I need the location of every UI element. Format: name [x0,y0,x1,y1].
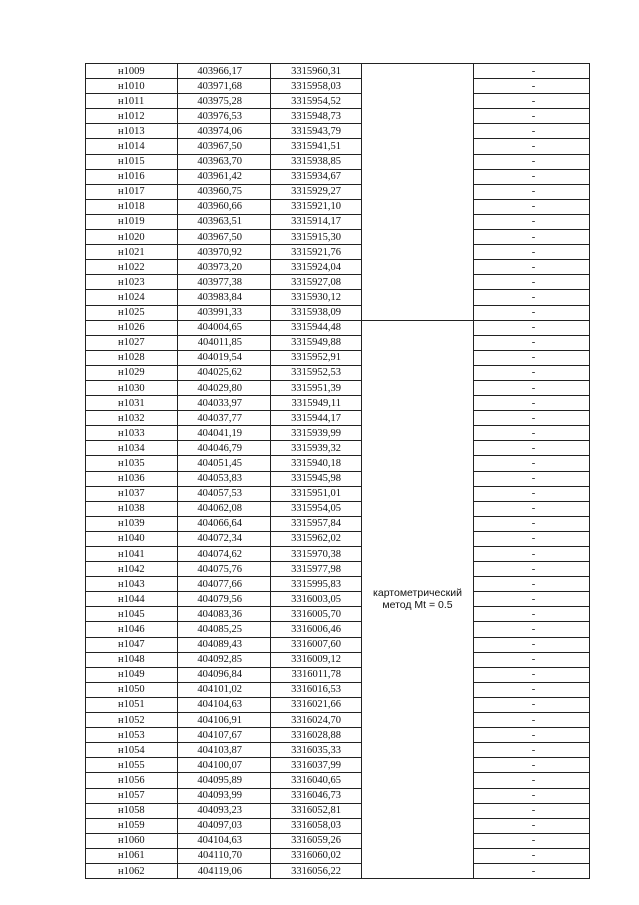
y-coordinate-cell: 3316046,73 [271,788,362,803]
table-row [86,773,590,788]
note-cell: - [474,124,590,139]
table-row [86,64,590,79]
x-coordinate-cell: 404074,62 [178,547,271,562]
y-coordinate-cell: 3315944,17 [271,411,362,426]
point-id-cell: н1061 [86,848,178,863]
y-coordinate-cell: 3316006,46 [271,622,362,637]
table-row [86,562,590,577]
y-coordinate-cell: 3315951,39 [271,380,362,395]
point-id-cell: н1047 [86,637,178,652]
note-cell: - [474,426,590,441]
point-id-cell: н1060 [86,833,178,848]
point-id-cell: н1054 [86,743,178,758]
x-coordinate-cell: 404110,70 [178,848,271,863]
note-cell: - [474,109,590,124]
point-id-cell: н1031 [86,396,178,411]
note-cell: - [474,531,590,546]
x-coordinate-cell: 403977,38 [178,275,271,290]
y-coordinate-cell: 3315921,76 [271,245,362,260]
y-coordinate-cell: 3315948,73 [271,109,362,124]
table-row [86,275,590,290]
y-coordinate-cell: 3315962,02 [271,531,362,546]
y-coordinate-cell: 3316056,22 [271,863,362,878]
point-id-cell: н1023 [86,275,178,290]
y-coordinate-cell: 3315949,88 [271,335,362,350]
note-cell: - [474,456,590,471]
x-coordinate-cell: 404011,85 [178,335,271,350]
table-row [86,758,590,773]
table-row [86,697,590,712]
point-id-cell: н1030 [86,380,178,395]
point-id-cell: н1055 [86,758,178,773]
y-coordinate-cell: 3315914,17 [271,214,362,229]
point-id-cell: н1024 [86,290,178,305]
note-cell: - [474,728,590,743]
x-coordinate-cell: 404089,43 [178,637,271,652]
note-cell: - [474,441,590,456]
note-cell: - [474,154,590,169]
y-coordinate-cell: 3315915,30 [271,230,362,245]
table-row [86,713,590,728]
table-row [86,592,590,607]
y-coordinate-cell: 3315957,84 [271,516,362,531]
point-id-cell: н1037 [86,486,178,501]
point-id-cell: н1016 [86,169,178,184]
y-coordinate-cell: 3315938,09 [271,305,362,320]
x-coordinate-cell: 404037,77 [178,411,271,426]
table-row [86,109,590,124]
note-cell: - [474,562,590,577]
x-coordinate-cell: 404085,25 [178,622,271,637]
x-coordinate-cell: 404095,89 [178,773,271,788]
y-coordinate-cell: 3316011,78 [271,667,362,682]
point-id-cell: н1036 [86,471,178,486]
x-coordinate-cell: 404004,65 [178,320,271,335]
method-cell: картометрический метод Mt = 0.5 [362,320,474,878]
point-id-cell: н1038 [86,501,178,516]
table-row [86,652,590,667]
table-row [86,230,590,245]
y-coordinate-cell: 3316007,60 [271,637,362,652]
point-id-cell: н1062 [86,863,178,878]
table-row [86,94,590,109]
point-id-cell: н1022 [86,260,178,275]
table-row [86,622,590,637]
x-coordinate-cell: 404097,03 [178,818,271,833]
x-coordinate-cell: 404079,56 [178,592,271,607]
note-cell: - [474,411,590,426]
note-cell: - [474,697,590,712]
table-row [86,169,590,184]
y-coordinate-cell: 3315958,03 [271,79,362,94]
table-row [86,743,590,758]
x-coordinate-cell: 404096,84 [178,667,271,682]
point-id-cell: н1049 [86,667,178,682]
point-id-cell: н1011 [86,94,178,109]
y-coordinate-cell: 3315924,04 [271,260,362,275]
x-coordinate-cell: 404104,63 [178,697,271,712]
x-coordinate-cell: 404075,76 [178,562,271,577]
point-id-cell: н1026 [86,320,178,335]
y-coordinate-cell: 3315929,27 [271,184,362,199]
x-coordinate-cell: 403976,53 [178,109,271,124]
note-cell: - [474,365,590,380]
x-coordinate-cell: 403961,42 [178,169,271,184]
note-cell: - [474,773,590,788]
point-id-cell: н1017 [86,184,178,199]
y-coordinate-cell: 3316016,53 [271,682,362,697]
point-id-cell: н1009 [86,64,178,79]
y-coordinate-cell: 3316009,12 [271,652,362,667]
point-id-cell: н1035 [86,456,178,471]
x-coordinate-cell: 403963,51 [178,214,271,229]
note-cell: - [474,79,590,94]
y-coordinate-cell: 3316028,88 [271,728,362,743]
point-id-cell: н1034 [86,441,178,456]
point-id-cell: н1040 [86,531,178,546]
x-coordinate-cell: 403960,66 [178,199,271,214]
table-row [86,441,590,456]
note-cell: - [474,622,590,637]
x-coordinate-cell: 404103,87 [178,743,271,758]
point-id-cell: н1012 [86,109,178,124]
y-coordinate-cell: 3315939,99 [271,426,362,441]
table-row [86,818,590,833]
note-cell: - [474,396,590,411]
coordinates-table-body [86,64,590,879]
note-cell: - [474,350,590,365]
point-id-cell: н1013 [86,124,178,139]
x-coordinate-cell: 404072,34 [178,531,271,546]
x-coordinate-cell: 404029,80 [178,380,271,395]
table-row [86,139,590,154]
point-id-cell: н1058 [86,803,178,818]
point-id-cell: н1018 [86,199,178,214]
table-row [86,79,590,94]
table-row [86,320,590,335]
x-coordinate-cell: 404057,53 [178,486,271,501]
y-coordinate-cell: 3315938,85 [271,154,362,169]
x-coordinate-cell: 403966,17 [178,64,271,79]
point-id-cell: н1052 [86,713,178,728]
x-coordinate-cell: 403970,92 [178,245,271,260]
y-coordinate-cell: 3315970,38 [271,547,362,562]
y-coordinate-cell: 3315930,12 [271,290,362,305]
note-cell: - [474,713,590,728]
y-coordinate-cell: 3316060,02 [271,848,362,863]
y-coordinate-cell: 3316059,26 [271,833,362,848]
note-cell: - [474,803,590,818]
point-id-cell: н1056 [86,773,178,788]
point-id-cell: н1045 [86,607,178,622]
y-coordinate-cell: 3315952,53 [271,365,362,380]
x-coordinate-cell: 403963,70 [178,154,271,169]
note-cell: - [474,758,590,773]
point-id-cell: н1015 [86,154,178,169]
table-row [86,486,590,501]
y-coordinate-cell: 3315940,18 [271,456,362,471]
y-coordinate-cell: 3316035,33 [271,743,362,758]
y-coordinate-cell: 3315954,05 [271,501,362,516]
point-id-cell: н1042 [86,562,178,577]
table-row [86,547,590,562]
x-coordinate-cell: 403967,50 [178,230,271,245]
x-coordinate-cell: 404104,63 [178,833,271,848]
y-coordinate-cell: 3315934,67 [271,169,362,184]
table-row [86,471,590,486]
x-coordinate-cell: 404106,91 [178,713,271,728]
note-cell: - [474,788,590,803]
x-coordinate-cell: 404107,67 [178,728,271,743]
note-cell: - [474,577,590,592]
note-cell: - [474,245,590,260]
y-coordinate-cell: 3315951,01 [271,486,362,501]
y-coordinate-cell: 3315977,98 [271,562,362,577]
x-coordinate-cell: 404077,66 [178,577,271,592]
note-cell: - [474,184,590,199]
x-coordinate-cell: 404093,99 [178,788,271,803]
table-row [86,728,590,743]
x-coordinate-cell: 404033,97 [178,396,271,411]
note-cell: - [474,290,590,305]
table-row [86,667,590,682]
x-coordinate-cell: 403975,28 [178,94,271,109]
table-row [86,788,590,803]
point-id-cell: н1020 [86,230,178,245]
table-row [86,516,590,531]
note-cell: - [474,335,590,350]
y-coordinate-cell: 3316040,65 [271,773,362,788]
y-coordinate-cell: 3315921,10 [271,199,362,214]
table-row [86,260,590,275]
point-id-cell: н1032 [86,411,178,426]
x-coordinate-cell: 403983,84 [178,290,271,305]
table-row [86,411,590,426]
table-row [86,682,590,697]
table-row [86,607,590,622]
table-row [86,531,590,546]
x-coordinate-cell: 403971,68 [178,79,271,94]
table-row [86,863,590,878]
note-cell: - [474,848,590,863]
point-id-cell: н1050 [86,682,178,697]
table-row [86,124,590,139]
y-coordinate-cell: 3315941,51 [271,139,362,154]
table-row [86,577,590,592]
note-cell: - [474,833,590,848]
point-id-cell: н1048 [86,652,178,667]
note-cell: - [474,471,590,486]
x-coordinate-cell: 404051,45 [178,456,271,471]
y-coordinate-cell: 3316037,99 [271,758,362,773]
point-id-cell: н1057 [86,788,178,803]
x-coordinate-cell: 403991,33 [178,305,271,320]
table-row [86,350,590,365]
x-coordinate-cell: 404046,79 [178,441,271,456]
y-coordinate-cell: 3315943,79 [271,124,362,139]
x-coordinate-cell: 404062,08 [178,501,271,516]
y-coordinate-cell: 3316005,70 [271,607,362,622]
y-coordinate-cell: 3315995,83 [271,577,362,592]
y-coordinate-cell: 3315945,98 [271,471,362,486]
note-cell: - [474,230,590,245]
point-id-cell: н1051 [86,697,178,712]
table-row [86,501,590,516]
table-row [86,335,590,350]
point-id-cell: н1028 [86,350,178,365]
note-cell: - [474,169,590,184]
table-row [86,396,590,411]
point-id-cell: н1014 [86,139,178,154]
note-cell: - [474,743,590,758]
table-row [86,365,590,380]
table-row [86,199,590,214]
note-cell: - [474,637,590,652]
y-coordinate-cell: 3316021,66 [271,697,362,712]
note-cell: - [474,501,590,516]
x-coordinate-cell: 404041,19 [178,426,271,441]
point-id-cell: н1029 [86,365,178,380]
note-cell: - [474,682,590,697]
x-coordinate-cell: 404025,62 [178,365,271,380]
note-cell: - [474,139,590,154]
x-coordinate-cell: 404093,23 [178,803,271,818]
y-coordinate-cell: 3316058,03 [271,818,362,833]
note-cell: - [474,199,590,214]
note-cell: - [474,592,590,607]
y-coordinate-cell: 3315954,52 [271,94,362,109]
point-id-cell: н1021 [86,245,178,260]
table-row [86,305,590,320]
y-coordinate-cell: 3315939,32 [271,441,362,456]
point-id-cell: н1044 [86,592,178,607]
table-row [86,848,590,863]
y-coordinate-cell: 3316003,05 [271,592,362,607]
point-id-cell: н1043 [86,577,178,592]
point-id-cell: н1019 [86,214,178,229]
note-cell: - [474,380,590,395]
method-cell-upper [362,64,474,321]
note-cell: - [474,305,590,320]
note-cell: - [474,486,590,501]
x-coordinate-cell: 404119,06 [178,863,271,878]
note-cell: - [474,64,590,79]
table-row [86,184,590,199]
note-cell: - [474,94,590,109]
table-row [86,637,590,652]
x-coordinate-cell: 404092,85 [178,652,271,667]
y-coordinate-cell: 3315927,08 [271,275,362,290]
table-row [86,456,590,471]
note-cell: - [474,667,590,682]
table-row [86,426,590,441]
x-coordinate-cell: 404101,02 [178,682,271,697]
table-row [86,154,590,169]
y-coordinate-cell: 3316052,81 [271,803,362,818]
point-id-cell: н1039 [86,516,178,531]
x-coordinate-cell: 404019,54 [178,350,271,365]
note-cell: - [474,516,590,531]
note-cell: - [474,320,590,335]
note-cell: - [474,652,590,667]
x-coordinate-cell: 403974,06 [178,124,271,139]
table-row [86,803,590,818]
table-row [86,245,590,260]
y-coordinate-cell: 3315944,48 [271,320,362,335]
table-row [86,214,590,229]
x-coordinate-cell: 404083,36 [178,607,271,622]
point-id-cell: н1033 [86,426,178,441]
y-coordinate-cell: 3315952,91 [271,350,362,365]
point-id-cell: н1025 [86,305,178,320]
y-coordinate-cell: 3316024,70 [271,713,362,728]
x-coordinate-cell: 403973,20 [178,260,271,275]
note-cell: - [474,863,590,878]
point-id-cell: н1010 [86,79,178,94]
note-cell: - [474,260,590,275]
note-cell: - [474,275,590,290]
x-coordinate-cell: 403960,75 [178,184,271,199]
y-coordinate-cell: 3315949,11 [271,396,362,411]
point-id-cell: н1059 [86,818,178,833]
table-row [86,380,590,395]
note-cell: - [474,214,590,229]
table-row [86,833,590,848]
point-id-cell: н1053 [86,728,178,743]
x-coordinate-cell: 404100,07 [178,758,271,773]
y-coordinate-cell: 3315960,31 [271,64,362,79]
point-id-cell: н1046 [86,622,178,637]
note-cell: - [474,547,590,562]
coordinates-table [85,63,590,879]
x-coordinate-cell: 403967,50 [178,139,271,154]
x-coordinate-cell: 404053,83 [178,471,271,486]
note-cell: - [474,607,590,622]
point-id-cell: н1041 [86,547,178,562]
point-id-cell: н1027 [86,335,178,350]
table-row [86,290,590,305]
x-coordinate-cell: 404066,64 [178,516,271,531]
note-cell: - [474,818,590,833]
